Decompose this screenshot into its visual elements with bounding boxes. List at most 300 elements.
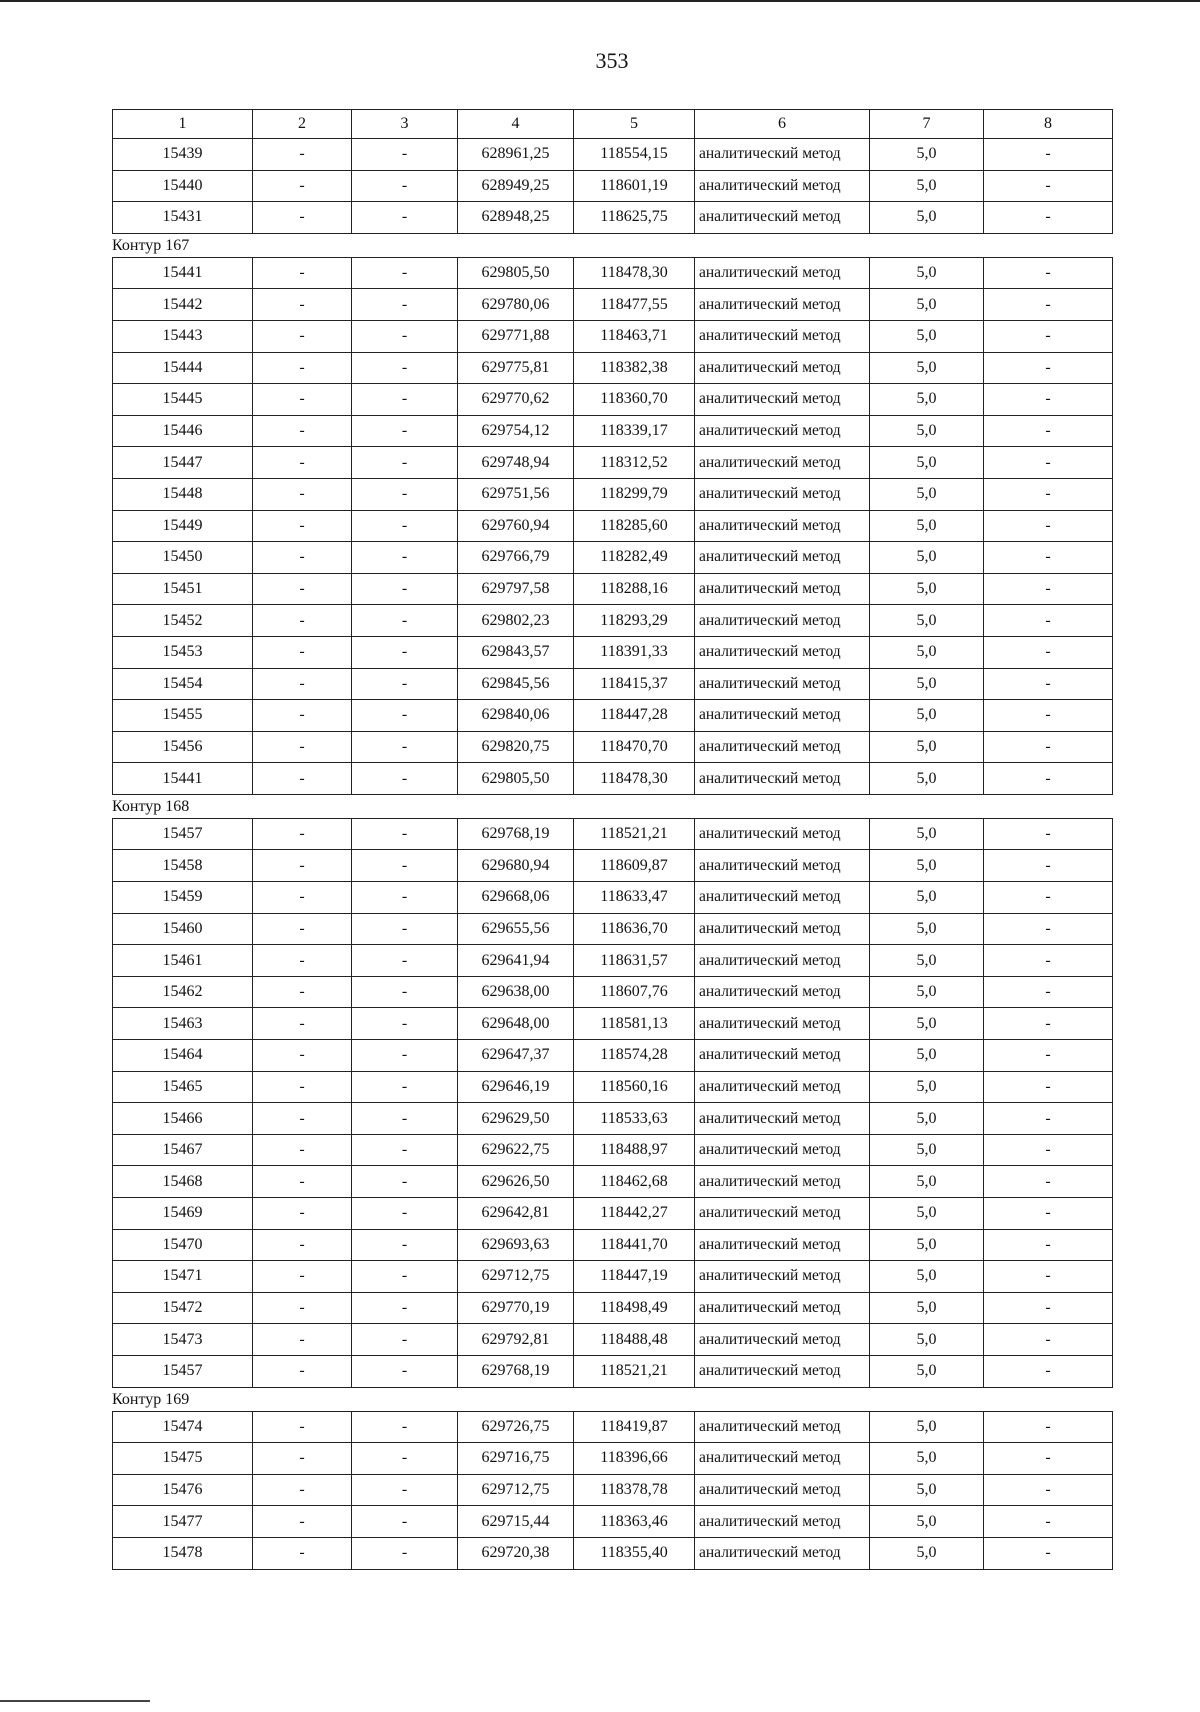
column-number-cell: 6 [695,110,870,139]
table-cell: - [253,1324,352,1356]
table-cell: - [253,976,352,1008]
table-cell: 15453 [113,636,253,668]
table-cell: 5,0 [870,320,984,352]
table-cell: аналитический метод [695,384,870,416]
table-cell: - [984,731,1113,763]
table-cell: аналитический метод [695,1261,870,1293]
table-cell: аналитический метод [695,818,870,850]
table-row [113,1506,1113,1538]
table-cell: аналитический метод [695,913,870,945]
table-cell: - [253,913,352,945]
table-row [113,320,1113,352]
table-cell: 629820,75 [458,731,574,763]
table-cell: 118363,46 [574,1506,695,1538]
table-cell: 5,0 [870,700,984,732]
table-cell: - [253,1229,352,1261]
table-cell: аналитический метод [695,605,870,637]
table-cell: 15446 [113,415,253,447]
table-cell: 5,0 [870,1324,984,1356]
table-cell: аналитический метод [695,1324,870,1356]
table-cell: 5,0 [870,542,984,574]
table-cell: - [984,1537,1113,1569]
table-cell: - [352,1229,458,1261]
table-cell: - [253,1040,352,1072]
table-cell: - [352,352,458,384]
table-cell: - [984,913,1113,945]
table-cell: - [984,700,1113,732]
contour-label: Контур 167 [112,236,190,254]
table-cell: 118533,63 [574,1103,695,1135]
table-cell: аналитический метод [695,668,870,700]
table-cell: 629768,19 [458,818,574,850]
table-cell: 5,0 [870,1040,984,1072]
table-cell: 15473 [113,1324,253,1356]
table-row [113,1166,1113,1198]
table-cell: аналитический метод [695,1474,870,1506]
table-cell: 629648,00 [458,1008,574,1040]
table-cell: аналитический метод [695,945,870,977]
table-cell: - [253,1474,352,1506]
table-cell: 629642,81 [458,1198,574,1230]
table-row [113,763,1113,795]
table-cell: 118554,15 [574,139,695,171]
column-number-cell: 7 [870,110,984,139]
table-cell: 118631,57 [574,945,695,977]
table-cell: - [253,289,352,321]
table-cell: 15472 [113,1292,253,1324]
table-cell: - [352,1443,458,1475]
table-cell: - [253,1134,352,1166]
table-cell: - [352,289,458,321]
table-cell: - [352,668,458,700]
table-cell: - [253,202,352,234]
table-cell: 118288,16 [574,573,695,605]
table-cell: - [352,1537,458,1569]
table-row [113,1411,1113,1443]
table-row [113,447,1113,479]
table-cell: 118478,30 [574,257,695,289]
table-cell: - [984,139,1113,171]
table-cell: - [253,542,352,574]
table-cell: - [253,882,352,914]
table-row [113,384,1113,416]
table-cell: 15445 [113,384,253,416]
table-cell: - [984,320,1113,352]
table-cell: 15471 [113,1261,253,1293]
table-cell: 5,0 [870,1071,984,1103]
table-cell: 629726,75 [458,1411,574,1443]
table-row [113,945,1113,977]
table-cell: 118339,17 [574,415,695,447]
table-cell: 15450 [113,542,253,574]
table-cell: - [352,1071,458,1103]
table-cell: 118521,21 [574,1355,695,1387]
table-cell: 118462,68 [574,1166,695,1198]
table-row [113,636,1113,668]
table-cell: 15444 [113,352,253,384]
table-row [113,1537,1113,1569]
table-cell: 15475 [113,1443,253,1475]
table-cell: 5,0 [870,882,984,914]
table-cell: - [352,945,458,977]
table-cell: - [352,1134,458,1166]
table-cell: - [352,415,458,447]
table-cell: - [984,1506,1113,1538]
table-cell: аналитический метод [695,1071,870,1103]
table-cell: аналитический метод [695,636,870,668]
table-cell: 118378,78 [574,1474,695,1506]
table-cell: аналитический метод [695,478,870,510]
table-cell: 15457 [113,1355,253,1387]
bottom-edge-mark [0,1700,150,1702]
contour-label: Контур 169 [112,1390,190,1408]
table-cell: 118463,71 [574,320,695,352]
table-row [113,1229,1113,1261]
table-cell: 15468 [113,1166,253,1198]
coordinates-table [112,257,1113,795]
table-cell: аналитический метод [695,542,870,574]
table-row [113,542,1113,574]
table-cell: - [984,1292,1113,1324]
table-cell: аналитический метод [695,1166,870,1198]
table-cell: - [253,1506,352,1538]
table-cell: аналитический метод [695,415,870,447]
table-row [113,731,1113,763]
table-row [113,202,1113,234]
table-cell: 629802,23 [458,605,574,637]
table-row [113,818,1113,850]
table-cell: 118285,60 [574,510,695,542]
table-cell: 15467 [113,1134,253,1166]
table-cell: 629775,81 [458,352,574,384]
table-row [113,1103,1113,1135]
table-cell: 15456 [113,731,253,763]
table-cell: - [352,384,458,416]
table-cell: - [253,384,352,416]
table-cell: - [352,818,458,850]
table-cell: - [253,1537,352,1569]
table-cell: 118391,33 [574,636,695,668]
table-cell: аналитический метод [695,447,870,479]
table-cell: аналитический метод [695,1411,870,1443]
table-cell: - [984,1134,1113,1166]
table-row [113,139,1113,171]
table-cell: аналитический метод [695,510,870,542]
table-cell: аналитический метод [695,700,870,732]
table-cell: 15443 [113,320,253,352]
table-cell: - [984,818,1113,850]
column-number-cell: 3 [352,110,458,139]
table-cell: аналитический метод [695,320,870,352]
table-row [113,882,1113,914]
table-cell: аналитический метод [695,257,870,289]
table-cell: - [253,139,352,171]
table-cell: 629680,94 [458,850,574,882]
table-cell: 15439 [113,139,253,171]
table-cell: - [984,605,1113,637]
table-cell: 629771,88 [458,320,574,352]
table-cell: - [352,1040,458,1072]
table-cell: 5,0 [870,1474,984,1506]
table-cell: - [984,1040,1113,1072]
table-cell: 118355,40 [574,1537,695,1569]
table-cell: - [253,731,352,763]
table-cell: 118478,30 [574,763,695,795]
table-cell: 118442,27 [574,1198,695,1230]
table-cell: 629715,44 [458,1506,574,1538]
table-cell: 5,0 [870,352,984,384]
table-row [113,510,1113,542]
table-cell: - [253,170,352,202]
table-cell: - [253,1166,352,1198]
table-cell: 5,0 [870,1229,984,1261]
table-cell: 118293,29 [574,605,695,637]
column-number-cell: 5 [574,110,695,139]
table-cell: 629792,81 [458,1324,574,1356]
table-cell: 118498,49 [574,1292,695,1324]
table-row [113,573,1113,605]
page-number: 353 [595,48,629,73]
table-cell: 5,0 [870,1355,984,1387]
table-cell: 629770,62 [458,384,574,416]
table-cell: 5,0 [870,1166,984,1198]
table-cell: - [253,1008,352,1040]
table-cell: 629668,06 [458,882,574,914]
table-cell: - [352,1166,458,1198]
table-cell: 5,0 [870,1443,984,1475]
table-cell: - [352,1355,458,1387]
table-row [113,1198,1113,1230]
table-cell: аналитический метод [695,976,870,1008]
table-cell: - [984,1198,1113,1230]
table-cell: - [984,1261,1113,1293]
table-cell: 15474 [113,1411,253,1443]
table-row [113,1324,1113,1356]
table-cell: 15451 [113,573,253,605]
table-cell: 629638,00 [458,976,574,1008]
table-cell: 15463 [113,1008,253,1040]
table-cell: - [253,850,352,882]
table-cell: - [984,1474,1113,1506]
table-cell: 15441 [113,257,253,289]
table-cell: аналитический метод [695,1292,870,1324]
coordinates-table [112,1411,1113,1570]
table-row [113,1443,1113,1475]
table-cell: - [984,1411,1113,1443]
table-cell: 629626,50 [458,1166,574,1198]
table-cell: 629805,50 [458,763,574,795]
table-cell: - [984,1166,1113,1198]
table-cell: аналитический метод [695,1198,870,1230]
table-cell: - [984,1355,1113,1387]
table-cell: - [984,202,1113,234]
table-cell: 118396,66 [574,1443,695,1475]
table-cell: аналитический метод [695,202,870,234]
table-cell: аналитический метод [695,170,870,202]
table-cell: - [253,945,352,977]
table-cell: 15452 [113,605,253,637]
column-number-cell: 8 [984,110,1113,139]
table-cell: аналитический метод [695,1008,870,1040]
table-cell: 118312,52 [574,447,695,479]
table-cell: - [984,573,1113,605]
table-cell: 629845,56 [458,668,574,700]
table-cell: 629712,75 [458,1261,574,1293]
table-cell: 5,0 [870,1134,984,1166]
table-cell: 629748,94 [458,447,574,479]
table-cell: - [352,605,458,637]
table-cell: 118560,16 [574,1071,695,1103]
table-cell: 15470 [113,1229,253,1261]
table-cell: аналитический метод [695,1537,870,1569]
table-row [113,605,1113,637]
table-cell: - [253,763,352,795]
table-cell: - [352,850,458,882]
table-cell: 629716,75 [458,1443,574,1475]
table-cell: 118477,55 [574,289,695,321]
table-cell: - [352,1198,458,1230]
table-cell: 118521,21 [574,818,695,850]
table-cell: 5,0 [870,1537,984,1569]
table-cell: аналитический метод [695,1355,870,1387]
table-cell: - [352,700,458,732]
table-cell: аналитический метод [695,139,870,171]
table-cell: - [984,1443,1113,1475]
table-cell: 629805,50 [458,257,574,289]
table-cell: 5,0 [870,1292,984,1324]
table-cell: 15466 [113,1103,253,1135]
table-cell: 5,0 [870,668,984,700]
table-cell: 5,0 [870,1198,984,1230]
table-cell: аналитический метод [695,1506,870,1538]
table-cell: - [253,1103,352,1135]
table-cell: 5,0 [870,257,984,289]
table-cell: 629655,56 [458,913,574,945]
table-cell: 118419,87 [574,1411,695,1443]
table-cell: - [984,763,1113,795]
table-cell: 5,0 [870,447,984,479]
table-cell: - [352,1411,458,1443]
table-cell: 629780,06 [458,289,574,321]
table-cell: 118360,70 [574,384,695,416]
table-cell: аналитический метод [695,573,870,605]
table-cell: - [253,1261,352,1293]
table-cell: 5,0 [870,1506,984,1538]
table-cell: 5,0 [870,763,984,795]
table-row [113,1474,1113,1506]
table-row [113,1008,1113,1040]
table-cell: 15476 [113,1474,253,1506]
table-cell: 629641,94 [458,945,574,977]
table-row [113,257,1113,289]
table-cell: аналитический метод [695,763,870,795]
table-cell: 5,0 [870,913,984,945]
table-cell: аналитический метод [695,1229,870,1261]
table-cell: 628961,25 [458,139,574,171]
table-cell: 15458 [113,850,253,882]
table-cell: - [352,1008,458,1040]
table-cell: 629647,37 [458,1040,574,1072]
table-cell: 5,0 [870,818,984,850]
table-cell: 629760,94 [458,510,574,542]
table-cell: 118625,75 [574,202,695,234]
table-cell: - [352,976,458,1008]
table-cell: - [352,542,458,574]
table-cell: - [352,202,458,234]
table-cell: 5,0 [870,289,984,321]
table-cell: 118447,19 [574,1261,695,1293]
table-cell: 629693,63 [458,1229,574,1261]
table-row [113,1134,1113,1166]
table-cell: 629622,75 [458,1134,574,1166]
table-cell: - [984,170,1113,202]
table-cell: - [352,913,458,945]
table-row [113,668,1113,700]
table-cell: 118607,76 [574,976,695,1008]
table-cell: 5,0 [870,478,984,510]
table-cell: - [253,668,352,700]
table-cell: - [984,1324,1113,1356]
table-cell: 118574,28 [574,1040,695,1072]
table-cell: - [984,1008,1113,1040]
table-cell: - [984,478,1113,510]
table-row [113,913,1113,945]
table-cell: 5,0 [870,1261,984,1293]
table-cell: - [352,478,458,510]
table-cell: 118581,13 [574,1008,695,1040]
table-cell: - [352,1103,458,1135]
table-cell: - [984,415,1113,447]
table-cell: - [253,1355,352,1387]
table-cell: - [352,763,458,795]
table-cell: - [253,415,352,447]
contour-label: Контур 168 [112,797,190,815]
table-cell: - [352,573,458,605]
table-cell: 5,0 [870,1411,984,1443]
table-cell: 5,0 [870,731,984,763]
table-cell: 118382,38 [574,352,695,384]
table-cell: 5,0 [870,415,984,447]
table-cell: аналитический метод [695,850,870,882]
table-row [113,289,1113,321]
table-cell: 629720,38 [458,1537,574,1569]
table-cell: - [253,320,352,352]
table-row [113,1355,1113,1387]
table-cell: 15449 [113,510,253,542]
coordinates-document [112,109,1112,1570]
table-cell: 118299,79 [574,478,695,510]
table-cell: 629751,56 [458,478,574,510]
column-number-cell: 2 [253,110,352,139]
table-cell: 629768,19 [458,1355,574,1387]
table-cell: - [984,636,1113,668]
table-cell: 118447,28 [574,700,695,732]
table-cell: 629797,58 [458,573,574,605]
table-cell: 15457 [113,818,253,850]
table-cell: 15455 [113,700,253,732]
table-cell: 118601,19 [574,170,695,202]
table-cell: 629766,79 [458,542,574,574]
table-row [113,352,1113,384]
table-cell: 15461 [113,945,253,977]
table-cell: 118441,70 [574,1229,695,1261]
table-cell: 5,0 [870,510,984,542]
table-cell: - [352,320,458,352]
table-cell: - [352,1474,458,1506]
table-cell: - [984,1103,1113,1135]
table-cell: 15459 [113,882,253,914]
table-cell: - [984,1071,1113,1103]
